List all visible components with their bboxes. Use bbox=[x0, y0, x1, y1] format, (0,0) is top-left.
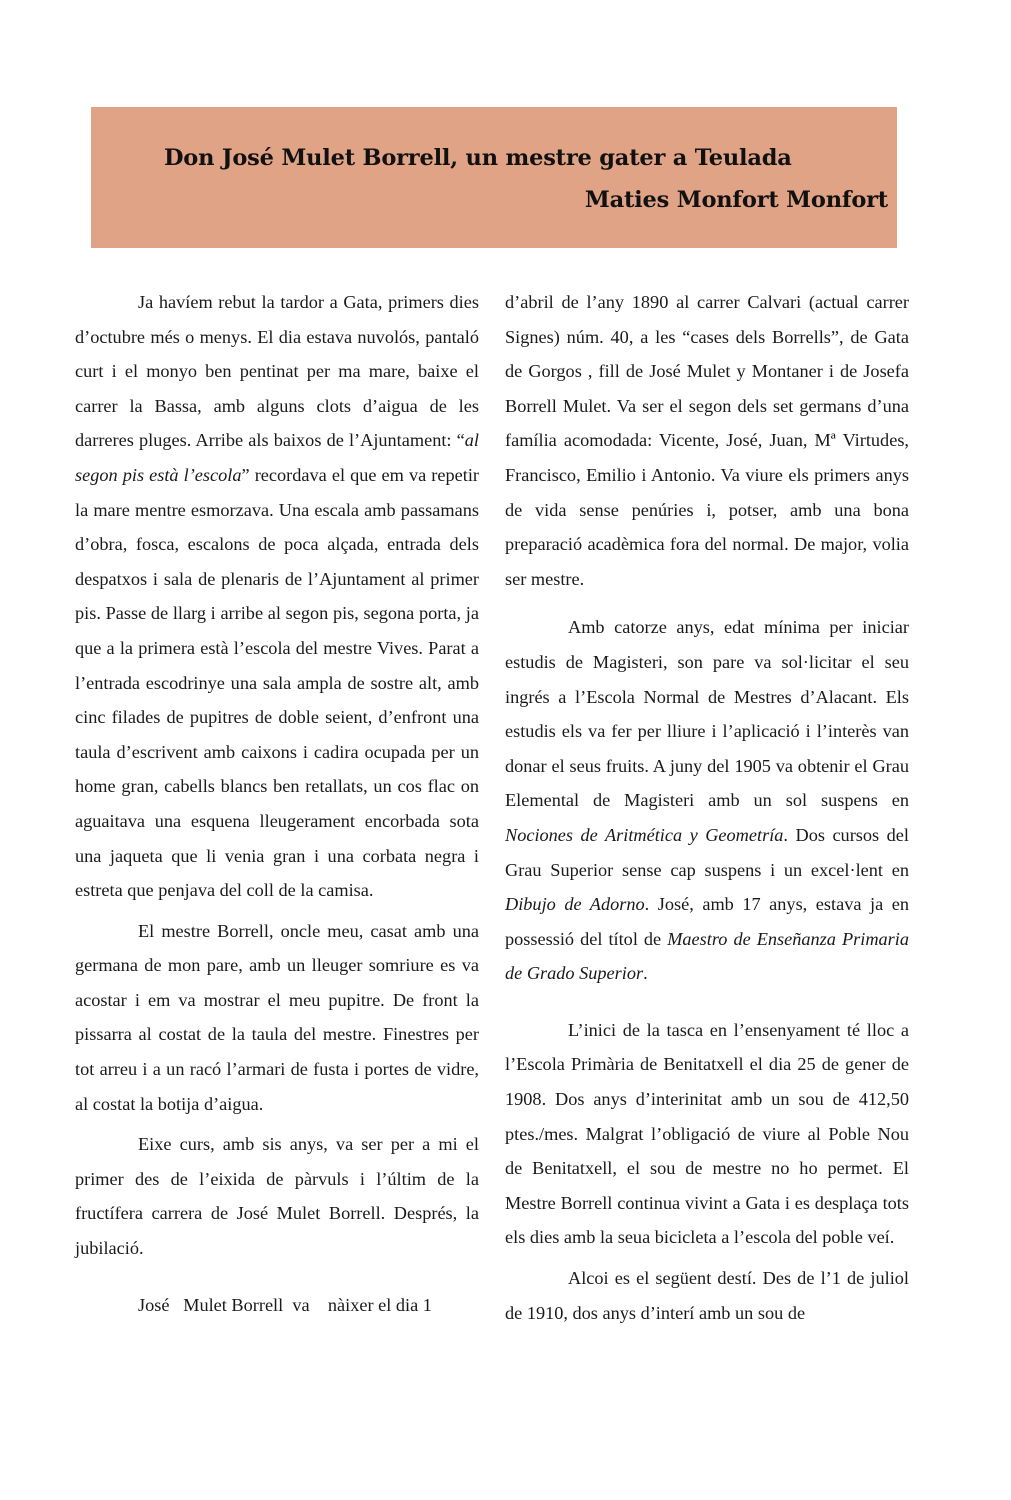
paragraph: José Mulet Borrell va nàixer el dia 1 bbox=[138, 1294, 432, 1315]
left-column bbox=[75, 285, 479, 1322]
paragraph: Ja havíem rebut la tardor a Gata, primers dies d’octubre més o menys. El dia estava nuvolós, pantaló curt i el monyo ben pentinat per ma mare, baixe el carrer la Bassa, amb alguns clots d’aigua de les darreres pluges. Arribe als baixos de l’Ajuntament: “al segon pis està l’escola” recordava el que em va repetir la mare mentre esmorzava. Una escala amb passamans d’obra, fosca, escalons de poca alçada, entrada dels despatxos i sala de plenaris de l’Ajuntament al primer pis. Passe de llarg i arribe al segon pis, segona porta, ja que a la primera està l’escola del mestre Vives. Parat a l’entrada escodrinye una sala ampla de sostre alt, amb cinc filades de pupitres de doble seient, d’enfront una taula d’escrivent amb caixons i cadira ocupada per un home gran, cabells blancs ben retallats, un cos flac on aguaitava una esquena lleugerament encorbada sota una jaqueta que li venia gran i una corbata negra i estreta que penjava del coll de la camisa. bbox=[75, 292, 479, 901]
quote-italic: al segon pis està l’escola bbox=[75, 430, 479, 485]
article-title: Don José Mulet Borrell, un mestre gater a Teulada bbox=[164, 145, 792, 171]
paragraph: El mestre Borrell, oncle meu, casat amb una germana de mon pare, amb un lleuger somriure es va acostar i em va mostrar el meu pupitre. De front la pissarra al costat de la taula del mestre. Finestres per tot arreu i a un racó l’armari de fusta i portes de vidre, al costat la botija d’aigua. bbox=[75, 920, 479, 1114]
paragraph: Alcoi es el següent destí. Des de l’1 de juliol de 1910, dos anys d’interí amb un sou de bbox=[505, 1268, 909, 1323]
paragraph: L’inici de la tasca en l’ensenyament té lloc a l’Escola Primària de Benitatxell el dia 25 de gener de 1908. Dos anys d’interinitat amb un sou de 412,50 ptes./mes. Malgrat l’obligació de viure al Poble Nou de Benitatxell, el sou de mestre no ho permet. El Mestre Borrell continua vivint a Gata i es desplaça tots els dies amb la seua bicicleta a l’escola del poble veí. bbox=[505, 1019, 909, 1248]
paragraph: d’abril de l’any 1890 al carrer Calvari (actual carrer Signes) núm. 40, a les “cases dels Borrells”, de Gata de Gorgos , fill de José Mulet y Montaner i de Josefa Borrell Mulet. Va ser el segon dels set germans d’una família acomodada: Vicente, José, Juan, Mª Virtudes, Francisco, Emilio i Antonio. Va viure els primers anys de vida sense penúries i, potser, amb una bona preparació acadèmica fora del normal. De major, volia ser mestre. bbox=[505, 292, 909, 589]
article-author: Maties Monfort Monfort bbox=[584, 187, 888, 213]
title-banner bbox=[91, 107, 897, 248]
paragraph: Amb catorze anys, edat mínima per iniciar estudis de Magisteri, son pare va sol·licitar el seu ingrés a l’Escola Normal de Mestres d’Alacant. Els estudis els va fer per lliure i l’aplicació i l’interès van donar el seus fruits. A juny del 1905 va obtenir el Grau Elemental de Magisteri amb un sol suspens en Nociones de Aritmética y Geometría. Dos cursos del Grau Superior sense cap suspens i un excel·lent en Dibujo de Adorno. José, amb 17 anys, estava ja en possessió del títol de Maestro de Enseñanza Primaria de Grado Superior. bbox=[505, 617, 909, 984]
paragraph: Eixe curs, amb sis anys, va ser per a mi el primer des de l’eixida de pàrvuls i l’últim de la fructífera carrera de José Mulet Borrell. Després, la jubilació. bbox=[75, 1134, 479, 1259]
right-column bbox=[505, 285, 909, 1330]
